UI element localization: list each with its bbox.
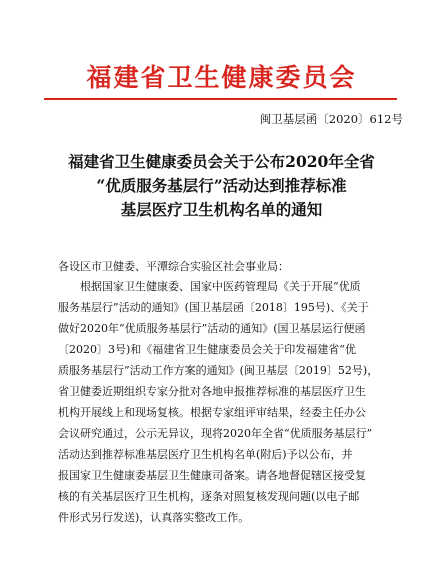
red-divider: [44, 98, 397, 100]
body-line: 机构开展线上和现场复核。根据专家组评审结果，经委主任办公: [58, 406, 366, 419]
body-line: 件形式另行发送)，认真落实整改工作。: [58, 511, 250, 524]
salutation: 各设区市卫健委、平潭综合实验区社会事业局：: [58, 260, 289, 273]
body-line: 会议研究通过，公示无异议，现将2020年全省“优质服务基层行”: [58, 427, 373, 440]
body-line: 根据国家卫生健康委、国家中医药管理局《关于开展“优质: [80, 280, 361, 293]
body-line: 核的有关基层医疗卫生机构，逐条对照复核发现问题(以电子邮: [58, 490, 360, 503]
title-line: “优质服务基层行”活动达到推荐标准: [96, 176, 347, 195]
body-line: 省卫健委近期组织专家分批对各地申报推荐标准的基层医疗卫生: [58, 385, 366, 398]
body-line: 报国家卫生健康委基层卫生健康司备案。请各地督促辖区接受复: [58, 469, 366, 482]
document-number: 闽卫基层函〔2020〕612号: [259, 112, 403, 126]
body-line: 做好2020年“优质服务基层行”活动的通知》(国卫基层运行便函: [58, 322, 366, 335]
title-line: 基层医疗卫生机构名单的通知: [120, 200, 323, 219]
title-line: 福建省卫生健康委员会关于公布2020年全省: [68, 152, 375, 171]
org-masthead: 福建省卫生健康委员会: [86, 63, 357, 92]
document-title: [0, 150, 443, 222]
body-line: 活动达到推荐标准基层医疗卫生机构名单(附后)予以公布，并: [58, 448, 353, 461]
body-line: 〔2020〕3号)和《福建省卫生健康委员会关于印发福建省“优: [58, 343, 356, 356]
body-line: 质服务基层行”活动工作方案的通知》(闽卫基层〔2019〕52号)，: [58, 364, 379, 377]
body-line: 服务基层行”活动的通知》(国卫基层函〔2018〕195号)、《关于: [58, 301, 369, 314]
body-text: [58, 276, 400, 528]
